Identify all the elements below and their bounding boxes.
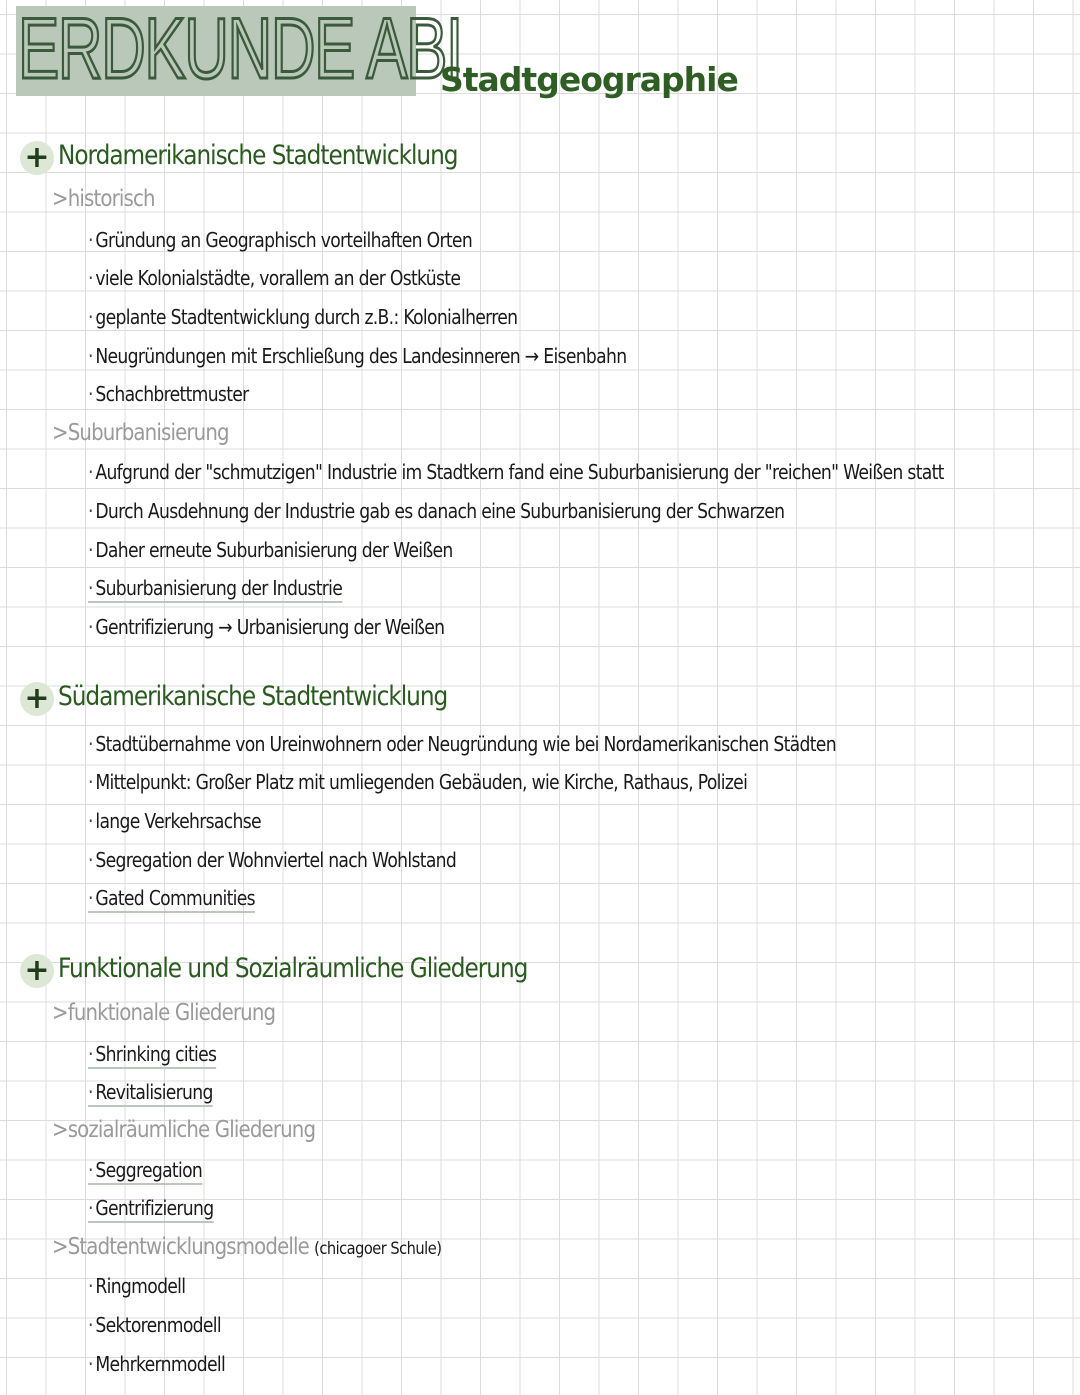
list-item: · Sektorenmodell bbox=[88, 1313, 221, 1337]
list-item: · Aufgrund der "schmutzigen" Industrie im Stadtkern fand eine Suburbanisierung der "reichen" Weißen statt bbox=[88, 460, 944, 484]
subsection-note: (chicagoer Schule) bbox=[314, 1239, 442, 1259]
plus-icon: + bbox=[20, 954, 54, 988]
section-heading-nordamerika: Nordamerikanische Stadtentwicklung bbox=[58, 140, 458, 171]
section-heading-suedamerika: Südamerikanische Stadtentwicklung bbox=[58, 681, 448, 712]
list-item: · Gentrifizierung bbox=[88, 1196, 213, 1223]
list-item: · Gründung an Geographisch vorteilhaften Orten bbox=[88, 228, 472, 252]
subsection-label-text: >Stadtentwicklungsmodelle bbox=[52, 1234, 309, 1260]
subsection-label-historisch: >historisch bbox=[52, 186, 155, 212]
subsection-label-suburbanisierung: >Suburbanisierung bbox=[52, 420, 229, 446]
list-item: · Schachbrettmuster bbox=[88, 382, 249, 406]
subsection-label-funktionale: >funktionale Gliederung bbox=[52, 1000, 276, 1026]
list-item: · Gentrifizierung → Urbanisierung der Weißen bbox=[88, 615, 444, 639]
list-item: · Gated Communities bbox=[88, 886, 255, 913]
list-item: · Segregation der Wohnviertel nach Wohlstand bbox=[88, 848, 456, 872]
list-item: · Durch Ausdehnung der Industrie gab es danach eine Suburbanisierung der Schwarzen bbox=[88, 499, 784, 523]
list-item: · viele Kolonialstädte, vorallem an der Ostküste bbox=[88, 266, 460, 290]
plus-icon: + bbox=[20, 682, 54, 716]
page-subtitle: Stadtgeographie bbox=[440, 60, 738, 99]
list-item: · lange Verkehrsachse bbox=[88, 809, 261, 833]
section-heading-gliederung: Funktionale und Sozialräumliche Gliederung bbox=[58, 953, 528, 984]
list-item: · Mittelpunkt: Großer Platz mit umliegenden Gebäuden, wie Kirche, Rathaus, Polizei bbox=[88, 770, 747, 794]
subsection-label-sozialraeumliche: >sozialräumliche Gliederung bbox=[52, 1117, 316, 1143]
list-item: · Stadtübernahme von Ureinwohnern oder Neugründung wie bei Nordamerikanischen Städten bbox=[88, 732, 836, 756]
page-title: ERDKUNDE ABI bbox=[18, 1, 462, 97]
list-item: · Mehrkernmodell bbox=[88, 1352, 225, 1376]
list-item: · Suburbanisierung der Industrie bbox=[88, 576, 342, 603]
list-item: · Neugründungen mit Erschließung des Landesinneren → Eisenbahn bbox=[88, 344, 626, 368]
subsection-label-modelle bbox=[52, 1234, 441, 1260]
list-item: · Daher erneute Suburbanisierung der Weißen bbox=[88, 538, 453, 562]
list-item: · Ringmodell bbox=[88, 1274, 185, 1298]
list-item: · Revitalisierung bbox=[88, 1080, 213, 1107]
plus-icon: + bbox=[20, 141, 54, 175]
list-item: · Seggregation bbox=[88, 1158, 202, 1185]
list-item: · geplante Stadtentwicklung durch z.B.: Kolonialherren bbox=[88, 305, 517, 329]
list-item: · Shrinking cities bbox=[88, 1042, 216, 1069]
